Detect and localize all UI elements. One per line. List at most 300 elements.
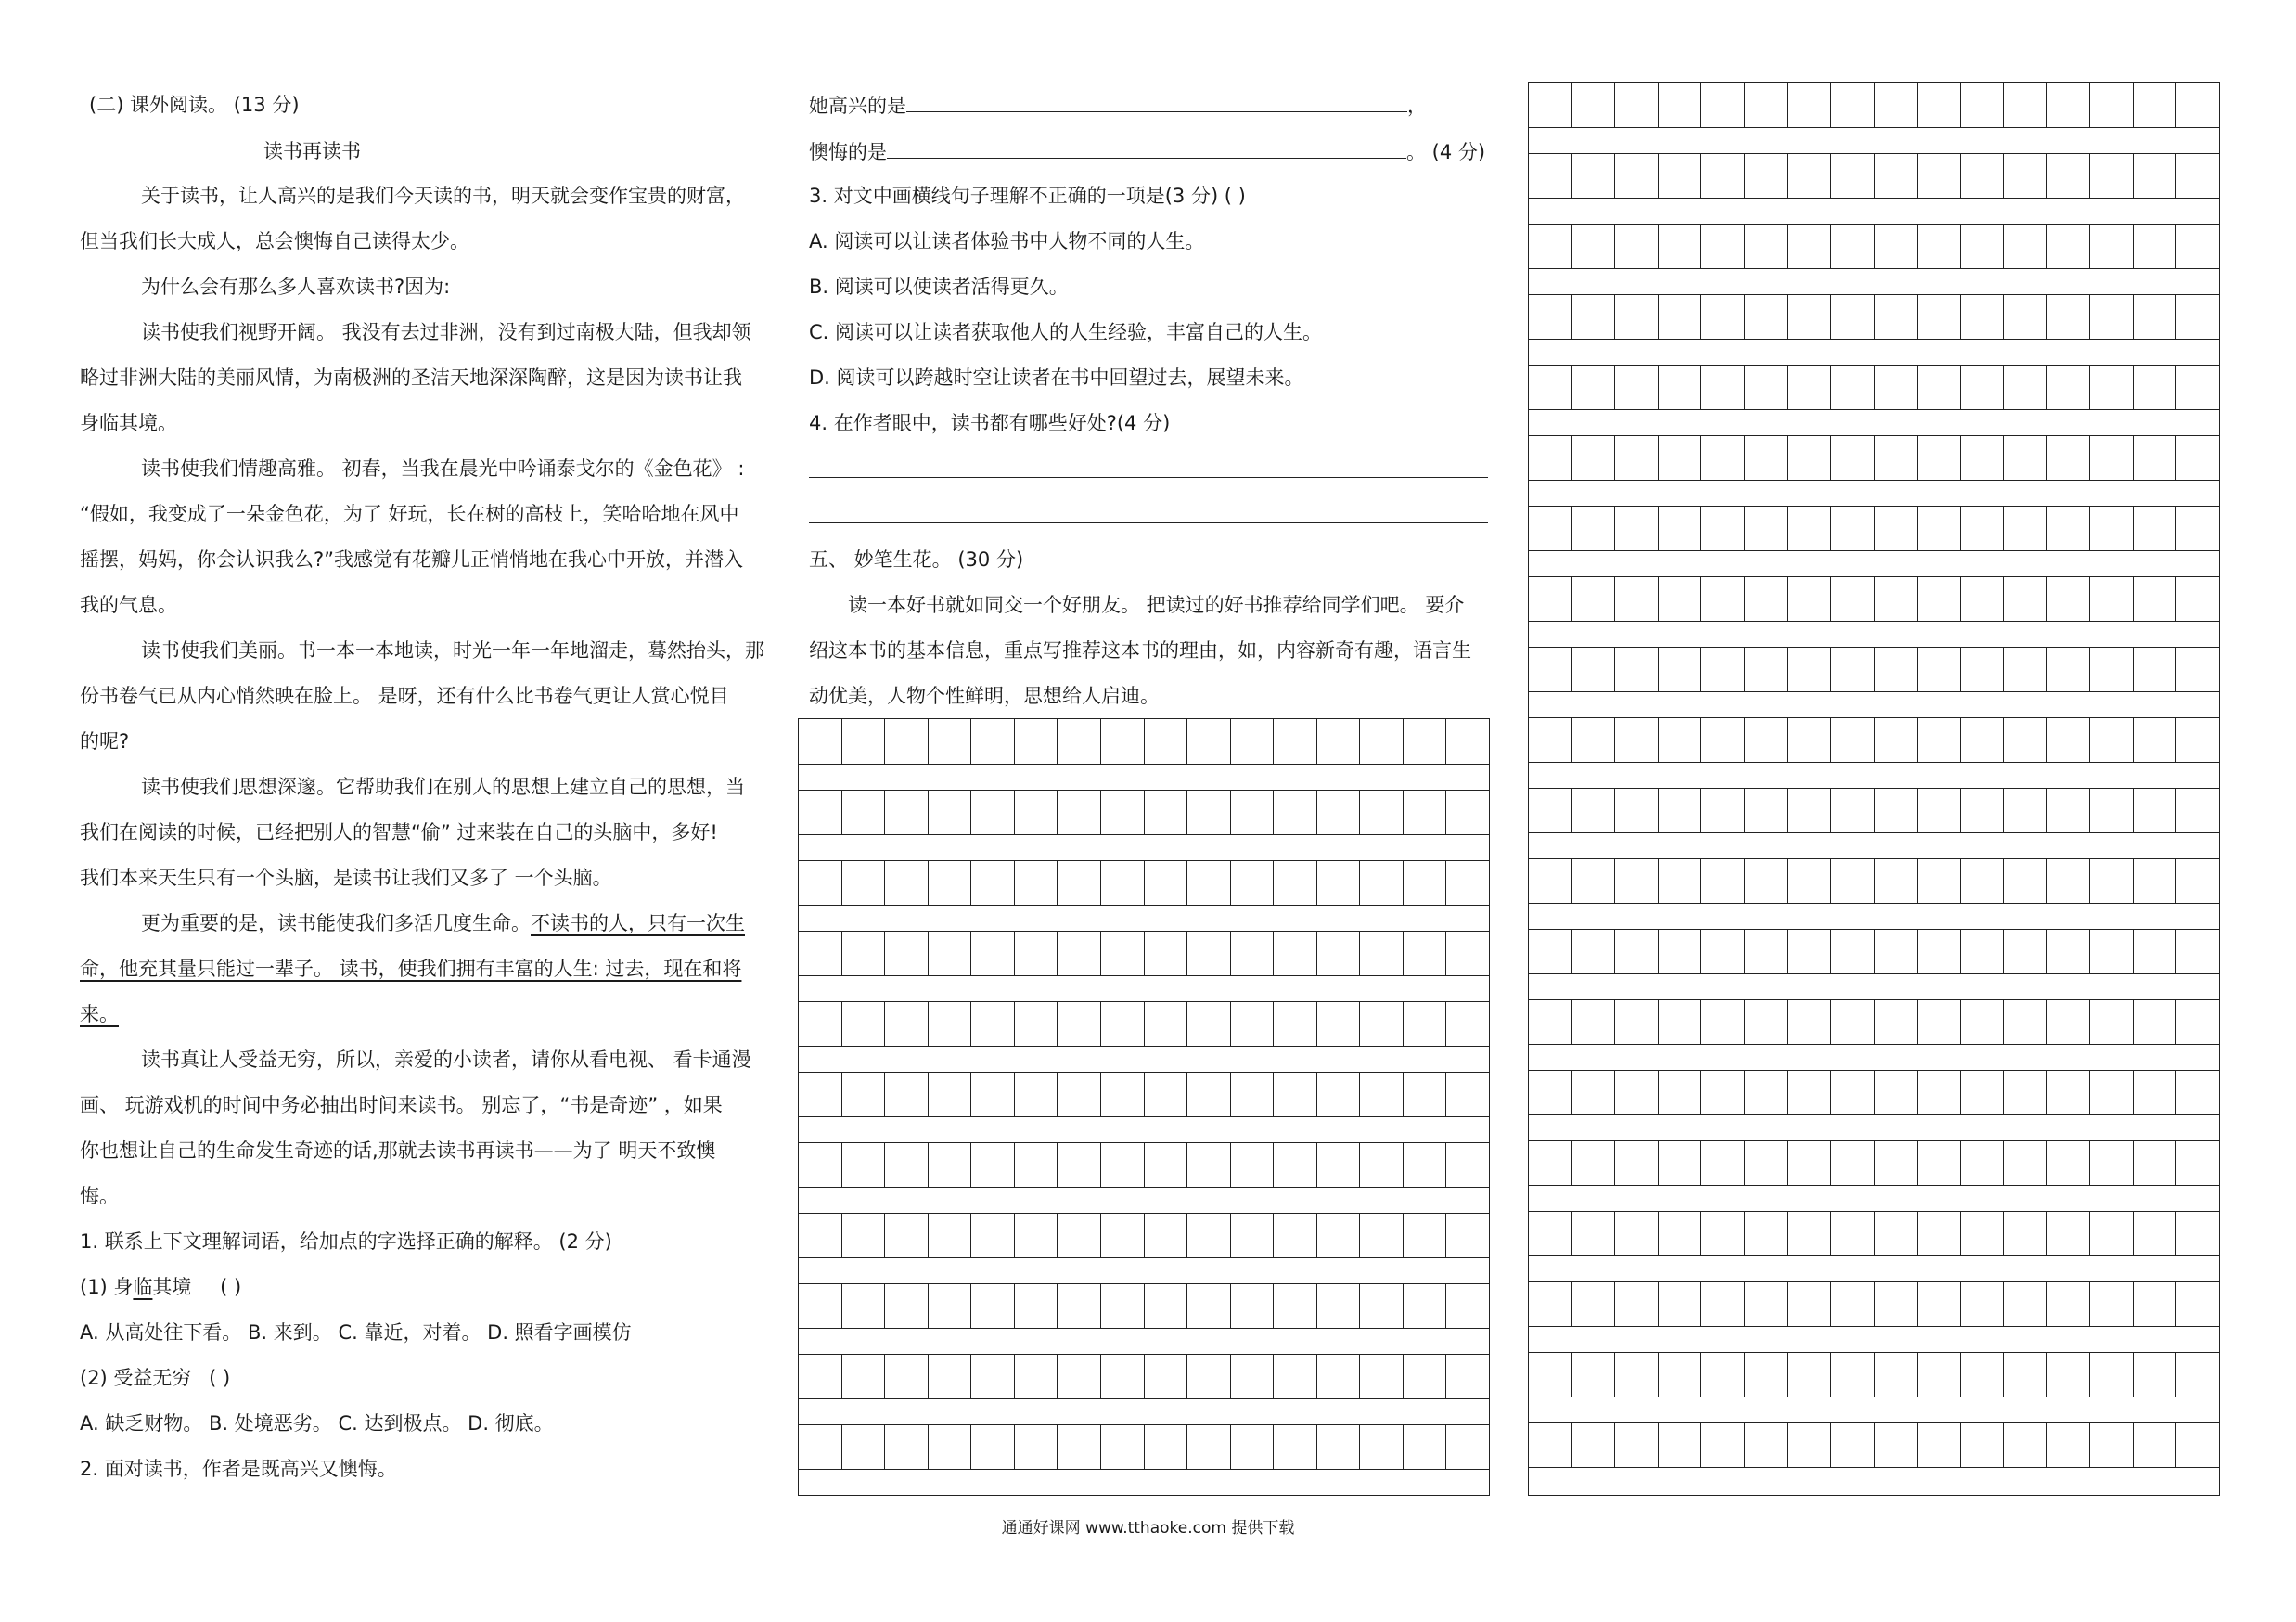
grid-cell[interactable]: [885, 932, 929, 975]
grid-cell[interactable]: [885, 861, 929, 905]
grid-cell[interactable]: [2090, 577, 2134, 621]
grid-cell[interactable]: [1231, 719, 1275, 764]
grid-cell[interactable]: [2004, 154, 2047, 198]
grid-cell[interactable]: [2176, 789, 2219, 832]
grid-cell[interactable]: [885, 1002, 929, 1046]
grid-cell[interactable]: [1274, 1143, 1317, 1187]
grid-cell[interactable]: [2090, 789, 2134, 832]
grid-cell[interactable]: [1529, 577, 1572, 621]
grid-cell[interactable]: [1404, 861, 1447, 905]
grid-cell[interactable]: [1360, 1214, 1404, 1257]
grid-cell[interactable]: [799, 861, 842, 905]
grid-cell[interactable]: [1231, 1073, 1275, 1116]
grid-cell[interactable]: [2004, 789, 2047, 832]
grid-cell[interactable]: [1918, 1141, 1961, 1185]
grid-cell[interactable]: [1572, 1423, 1616, 1467]
grid-cell[interactable]: [885, 1284, 929, 1328]
grid-cell[interactable]: [842, 861, 886, 905]
grid-cell[interactable]: [1961, 366, 2005, 409]
grid-cell[interactable]: [1446, 932, 1489, 975]
grid-cell[interactable]: [1529, 930, 1572, 973]
grid-cell[interactable]: [1875, 436, 1918, 480]
grid-cell[interactable]: [1831, 1353, 1875, 1397]
grid-cell[interactable]: [1572, 577, 1616, 621]
grid-cell[interactable]: [1317, 719, 1361, 764]
grid-cell[interactable]: [1231, 861, 1275, 905]
grid-cell[interactable]: [1745, 648, 1789, 691]
grid-cell[interactable]: [1187, 861, 1231, 905]
grid-cell[interactable]: [1015, 1284, 1058, 1328]
grid-cell[interactable]: [1615, 1071, 1659, 1114]
grid-cell[interactable]: [1745, 1071, 1789, 1114]
grid-cell[interactable]: [2176, 225, 2219, 268]
grid-cell[interactable]: [1615, 366, 1659, 409]
grid-cell[interactable]: [1788, 930, 1831, 973]
grid-cell[interactable]: [1274, 1214, 1317, 1257]
grid-cell[interactable]: [1745, 1282, 1789, 1326]
grid-cell[interactable]: [1788, 366, 1831, 409]
grid-cell[interactable]: [1572, 1212, 1616, 1255]
grid-cell[interactable]: [1058, 1002, 1101, 1046]
grid-cell[interactable]: [1615, 83, 1659, 127]
grid-cell[interactable]: [1875, 154, 1918, 198]
answer-line[interactable]: [809, 477, 1488, 478]
grid-cell[interactable]: [1572, 366, 1616, 409]
grid-cell[interactable]: [1875, 1423, 1918, 1467]
grid-cell[interactable]: [1918, 295, 1961, 339]
grid-cell[interactable]: [2047, 1282, 2091, 1326]
grid-cell[interactable]: [1615, 1282, 1659, 1326]
grid-cell[interactable]: [1404, 1284, 1447, 1328]
grid-cell[interactable]: [1101, 1214, 1145, 1257]
grid-cell[interactable]: [2047, 1071, 2091, 1114]
grid-cell[interactable]: [1788, 1353, 1831, 1397]
grid-cell[interactable]: [1788, 154, 1831, 198]
grid-cell[interactable]: [971, 1214, 1015, 1257]
grid-cell[interactable]: [1446, 1284, 1489, 1328]
grid-cell[interactable]: [1831, 577, 1875, 621]
grid-cell[interactable]: [1145, 1002, 1188, 1046]
grid-cell[interactable]: [1317, 791, 1361, 834]
grid-cell[interactable]: [1274, 861, 1317, 905]
grid-cell[interactable]: [799, 1425, 842, 1469]
grid-cell[interactable]: [1058, 1355, 1101, 1398]
grid-cell[interactable]: [1360, 932, 1404, 975]
grid-cell[interactable]: [1875, 1141, 1918, 1185]
grid-cell[interactable]: [1360, 1355, 1404, 1398]
grid-cell[interactable]: [1529, 154, 1572, 198]
grid-cell[interactable]: [1961, 1212, 2005, 1255]
grid-cell[interactable]: [1659, 577, 1702, 621]
grid-cell[interactable]: [1875, 83, 1918, 127]
grid-cell[interactable]: [1918, 1423, 1961, 1467]
grid-cell[interactable]: [1745, 1141, 1789, 1185]
grid-cell[interactable]: [2004, 507, 2047, 550]
grid-cell[interactable]: [1615, 1141, 1659, 1185]
grid-cell[interactable]: [2176, 859, 2219, 903]
grid-cell[interactable]: [2176, 1423, 2219, 1467]
grid-cell[interactable]: [1659, 436, 1702, 480]
grid-cell[interactable]: [842, 932, 886, 975]
grid-cell[interactable]: [2134, 1000, 2177, 1044]
grid-cell[interactable]: [1615, 436, 1659, 480]
grid-cell[interactable]: [2047, 366, 2091, 409]
grid-cell[interactable]: [929, 861, 972, 905]
grid-cell[interactable]: [929, 1143, 972, 1187]
composition-grid-right[interactable]: [1528, 82, 2220, 1496]
grid-cell[interactable]: [1572, 1282, 1616, 1326]
grid-cell[interactable]: [2090, 1000, 2134, 1044]
grid-cell[interactable]: [1918, 225, 1961, 268]
grid-cell[interactable]: [1145, 1355, 1188, 1398]
grid-cell[interactable]: [929, 719, 972, 764]
grid-cell[interactable]: [1446, 1143, 1489, 1187]
grid-cell[interactable]: [2047, 436, 2091, 480]
grid-cell[interactable]: [1875, 507, 1918, 550]
grid-cell[interactable]: [1745, 295, 1789, 339]
grid-cell[interactable]: [1274, 1425, 1317, 1469]
grid-cell[interactable]: [1360, 861, 1404, 905]
grid-cell[interactable]: [2004, 225, 2047, 268]
grid-cell[interactable]: [971, 932, 1015, 975]
grid-cell[interactable]: [2004, 1282, 2047, 1326]
answer-line[interactable]: [809, 522, 1488, 523]
grid-cell[interactable]: [1274, 932, 1317, 975]
grid-cell[interactable]: [2090, 1282, 2134, 1326]
grid-cell[interactable]: [1615, 154, 1659, 198]
grid-cell[interactable]: [2134, 859, 2177, 903]
grid-cell[interactable]: [2176, 648, 2219, 691]
grid-cell[interactable]: [842, 1214, 886, 1257]
grid-cell[interactable]: [1615, 1000, 1659, 1044]
grid-cell[interactable]: [1961, 295, 2005, 339]
grid-cell[interactable]: [1875, 859, 1918, 903]
grid-cell[interactable]: [1529, 1212, 1572, 1255]
grid-cell[interactable]: [1701, 577, 1745, 621]
grid-cell[interactable]: [1274, 1002, 1317, 1046]
grid-cell[interactable]: [1831, 295, 1875, 339]
grid-cell[interactable]: [1404, 1214, 1447, 1257]
grid-cell[interactable]: [2004, 366, 2047, 409]
grid-cell[interactable]: [1659, 648, 1702, 691]
grid-cell[interactable]: [1529, 83, 1572, 127]
grid-cell[interactable]: [1875, 1282, 1918, 1326]
grid-cell[interactable]: [1404, 1143, 1447, 1187]
grid-cell[interactable]: [2004, 1071, 2047, 1114]
grid-cell[interactable]: [1231, 1355, 1275, 1398]
grid-cell[interactable]: [1701, 859, 1745, 903]
grid-cell[interactable]: [1875, 295, 1918, 339]
grid-cell[interactable]: [1529, 859, 1572, 903]
grid-cell[interactable]: [971, 1284, 1015, 1328]
grid-cell[interactable]: [1615, 507, 1659, 550]
grid-cell[interactable]: [2090, 1071, 2134, 1114]
grid-cell[interactable]: [2090, 1141, 2134, 1185]
grid-cell[interactable]: [1404, 1355, 1447, 1398]
grid-cell[interactable]: [1831, 1000, 1875, 1044]
grid-cell[interactable]: [1745, 1423, 1789, 1467]
grid-cell[interactable]: [1961, 1282, 2005, 1326]
grid-cell[interactable]: [2176, 1282, 2219, 1326]
grid-cell[interactable]: [1961, 1000, 2005, 1044]
grid-cell[interactable]: [1701, 1282, 1745, 1326]
grid-cell[interactable]: [1187, 791, 1231, 834]
grid-cell[interactable]: [1058, 861, 1101, 905]
grid-cell[interactable]: [1529, 295, 1572, 339]
grid-cell[interactable]: [2134, 154, 2177, 198]
grid-cell[interactable]: [1659, 789, 1702, 832]
grid-cell[interactable]: [2176, 507, 2219, 550]
grid-cell[interactable]: [1961, 436, 2005, 480]
grid-cell[interactable]: [2047, 83, 2091, 127]
grid-cell[interactable]: [2090, 83, 2134, 127]
grid-cell[interactable]: [1187, 1284, 1231, 1328]
grid-cell[interactable]: [1918, 577, 1961, 621]
grid-cell[interactable]: [1360, 1425, 1404, 1469]
grid-cell[interactable]: [1659, 930, 1702, 973]
grid-cell[interactable]: [1101, 1002, 1145, 1046]
grid-cell[interactable]: [2047, 1000, 2091, 1044]
grid-cell[interactable]: [1015, 1143, 1058, 1187]
grid-cell[interactable]: [1659, 718, 1702, 762]
grid-cell[interactable]: [1918, 859, 1961, 903]
grid-cell[interactable]: [1788, 1000, 1831, 1044]
grid-cell[interactable]: [1701, 1071, 1745, 1114]
grid-cell[interactable]: [1572, 718, 1616, 762]
grid-cell[interactable]: [2176, 930, 2219, 973]
grid-cell[interactable]: [1145, 1073, 1188, 1116]
grid-cell[interactable]: [1404, 932, 1447, 975]
grid-cell[interactable]: [1145, 1425, 1188, 1469]
grid-cell[interactable]: [1529, 789, 1572, 832]
grid-cell[interactable]: [1404, 1425, 1447, 1469]
grid-cell[interactable]: [2176, 1212, 2219, 1255]
grid-cell[interactable]: [1187, 1214, 1231, 1257]
grid-cell[interactable]: [1572, 507, 1616, 550]
grid-cell[interactable]: [1015, 932, 1058, 975]
grid-cell[interactable]: [2134, 1282, 2177, 1326]
grid-cell[interactable]: [842, 1143, 886, 1187]
grid-cell[interactable]: [2176, 436, 2219, 480]
grid-cell[interactable]: [2134, 366, 2177, 409]
grid-cell[interactable]: [2004, 1212, 2047, 1255]
grid-cell[interactable]: [1572, 1071, 1616, 1114]
grid-cell[interactable]: [2004, 577, 2047, 621]
grid-cell[interactable]: [1659, 295, 1702, 339]
grid-cell[interactable]: [799, 1143, 842, 1187]
grid-cell[interactable]: [1317, 932, 1361, 975]
grid-cell[interactable]: [929, 1073, 972, 1116]
grid-cell[interactable]: [885, 1073, 929, 1116]
grid-cell[interactable]: [2134, 295, 2177, 339]
grid-cell[interactable]: [2176, 577, 2219, 621]
grid-cell[interactable]: [1572, 1000, 1616, 1044]
grid-cell[interactable]: [1831, 1141, 1875, 1185]
grid-cell[interactable]: [1788, 83, 1831, 127]
grid-cell[interactable]: [2047, 1423, 2091, 1467]
grid-cell[interactable]: [1659, 154, 1702, 198]
grid-cell[interactable]: [799, 1214, 842, 1257]
grid-cell[interactable]: [2134, 1212, 2177, 1255]
grid-cell[interactable]: [1875, 1071, 1918, 1114]
grid-cell[interactable]: [799, 1073, 842, 1116]
grid-cell[interactable]: [2047, 859, 2091, 903]
grid-cell[interactable]: [1831, 789, 1875, 832]
grid-cell[interactable]: [1015, 1214, 1058, 1257]
grid-cell[interactable]: [799, 791, 842, 834]
grid-cell[interactable]: [1788, 1212, 1831, 1255]
grid-cell[interactable]: [799, 719, 842, 764]
grid-cell[interactable]: [1788, 507, 1831, 550]
grid-cell[interactable]: [1015, 861, 1058, 905]
grid-cell[interactable]: [1918, 1000, 1961, 1044]
grid-cell[interactable]: [1572, 789, 1616, 832]
grid-cell[interactable]: [1918, 1353, 1961, 1397]
grid-cell[interactable]: [2134, 1353, 2177, 1397]
grid-cell[interactable]: [2004, 718, 2047, 762]
grid-cell[interactable]: [1231, 932, 1275, 975]
grid-cell[interactable]: [842, 1425, 886, 1469]
grid-cell[interactable]: [1058, 932, 1101, 975]
happy-answer-blank[interactable]: [906, 91, 1407, 112]
grid-cell[interactable]: [1231, 1143, 1275, 1187]
grid-cell[interactable]: [971, 1002, 1015, 1046]
grid-cell[interactable]: [1529, 1071, 1572, 1114]
grid-cell[interactable]: [1145, 861, 1188, 905]
answer-paren[interactable]: ( ): [209, 1367, 231, 1389]
grid-cell[interactable]: [971, 1425, 1015, 1469]
grid-cell[interactable]: [2176, 1071, 2219, 1114]
grid-cell[interactable]: [1317, 1425, 1361, 1469]
grid-cell[interactable]: [1659, 859, 1702, 903]
grid-cell[interactable]: [1187, 1073, 1231, 1116]
grid-cell[interactable]: [1659, 1212, 1702, 1255]
grid-cell[interactable]: [1274, 1284, 1317, 1328]
grid-cell[interactable]: [2047, 1212, 2091, 1255]
grid-cell[interactable]: [971, 791, 1015, 834]
grid-cell[interactable]: [1745, 366, 1789, 409]
grid-cell[interactable]: [1788, 1071, 1831, 1114]
grid-cell[interactable]: [1701, 718, 1745, 762]
grid-cell[interactable]: [1875, 718, 1918, 762]
grid-cell[interactable]: [1187, 1002, 1231, 1046]
grid-cell[interactable]: [1529, 225, 1572, 268]
grid-cell[interactable]: [1529, 1353, 1572, 1397]
grid-cell[interactable]: [2134, 648, 2177, 691]
grid-cell[interactable]: [1701, 225, 1745, 268]
grid-cell[interactable]: [1572, 225, 1616, 268]
grid-cell[interactable]: [885, 1355, 929, 1398]
grid-cell[interactable]: [1274, 1355, 1317, 1398]
grid-cell[interactable]: [1360, 791, 1404, 834]
grid-cell[interactable]: [1615, 1212, 1659, 1255]
grid-cell[interactable]: [1360, 719, 1404, 764]
grid-cell[interactable]: [1231, 791, 1275, 834]
grid-cell[interactable]: [2004, 930, 2047, 973]
grid-cell[interactable]: [1101, 861, 1145, 905]
grid-cell[interactable]: [1918, 648, 1961, 691]
grid-cell[interactable]: [1317, 1002, 1361, 1046]
grid-cell[interactable]: [1745, 225, 1789, 268]
grid-cell[interactable]: [1961, 1353, 2005, 1397]
grid-cell[interactable]: [1788, 718, 1831, 762]
grid-cell[interactable]: [1831, 1071, 1875, 1114]
grid-cell[interactable]: [1446, 1073, 1489, 1116]
grid-cell[interactable]: [1961, 577, 2005, 621]
grid-cell[interactable]: [1404, 791, 1447, 834]
grid-cell[interactable]: [1918, 1212, 1961, 1255]
grid-cell[interactable]: [2047, 225, 2091, 268]
grid-cell[interactable]: [2004, 1423, 2047, 1467]
grid-cell[interactable]: [1058, 1425, 1101, 1469]
grid-cell[interactable]: [885, 1214, 929, 1257]
grid-cell[interactable]: [2090, 507, 2134, 550]
grid-cell[interactable]: [1701, 1212, 1745, 1255]
grid-cell[interactable]: [2090, 1353, 2134, 1397]
grid-cell[interactable]: [1659, 1071, 1702, 1114]
grid-cell[interactable]: [1360, 1073, 1404, 1116]
grid-cell[interactable]: [1274, 791, 1317, 834]
grid-cell[interactable]: [885, 791, 929, 834]
grid-cell[interactable]: [1918, 1282, 1961, 1326]
grid-cell[interactable]: [2134, 507, 2177, 550]
grid-cell[interactable]: [1529, 507, 1572, 550]
grid-cell[interactable]: [1788, 225, 1831, 268]
grid-cell[interactable]: [1274, 719, 1317, 764]
grid-cell[interactable]: [1961, 154, 2005, 198]
grid-cell[interactable]: [2004, 436, 2047, 480]
grid-cell[interactable]: [1961, 1071, 2005, 1114]
grid-cell[interactable]: [885, 1425, 929, 1469]
grid-cell[interactable]: [1360, 1002, 1404, 1046]
grid-cell[interactable]: [2176, 295, 2219, 339]
grid-cell[interactable]: [1572, 1141, 1616, 1185]
grid-cell[interactable]: [1701, 789, 1745, 832]
grid-cell[interactable]: [1701, 1423, 1745, 1467]
grid-cell[interactable]: [1529, 1282, 1572, 1326]
grid-cell[interactable]: [2004, 859, 2047, 903]
grid-cell[interactable]: [1961, 83, 2005, 127]
grid-cell[interactable]: [1615, 295, 1659, 339]
grid-cell[interactable]: [929, 1002, 972, 1046]
grid-cell[interactable]: [842, 1284, 886, 1328]
grid-cell[interactable]: [2004, 1000, 2047, 1044]
grid-cell[interactable]: [1659, 225, 1702, 268]
grid-cell[interactable]: [1961, 648, 2005, 691]
grid-cell[interactable]: [1918, 366, 1961, 409]
grid-cell[interactable]: [1701, 154, 1745, 198]
grid-cell[interactable]: [1446, 1355, 1489, 1398]
grid-cell[interactable]: [1360, 1284, 1404, 1328]
grid-cell[interactable]: [1918, 436, 1961, 480]
grid-cell[interactable]: [1529, 648, 1572, 691]
regret-answer-blank[interactable]: [887, 137, 1406, 159]
grid-cell[interactable]: [1701, 366, 1745, 409]
grid-cell[interactable]: [1701, 507, 1745, 550]
grid-cell[interactable]: [1572, 436, 1616, 480]
grid-cell[interactable]: [2004, 1353, 2047, 1397]
grid-cell[interactable]: [2090, 930, 2134, 973]
grid-cell[interactable]: [1317, 1214, 1361, 1257]
grid-cell[interactable]: [1788, 1282, 1831, 1326]
grid-cell[interactable]: [1317, 1073, 1361, 1116]
grid-cell[interactable]: [1446, 1425, 1489, 1469]
grid-cell[interactable]: [1187, 1425, 1231, 1469]
grid-cell[interactable]: [1701, 1141, 1745, 1185]
grid-cell[interactable]: [1745, 859, 1789, 903]
grid-cell[interactable]: [2134, 718, 2177, 762]
grid-cell[interactable]: [842, 719, 886, 764]
